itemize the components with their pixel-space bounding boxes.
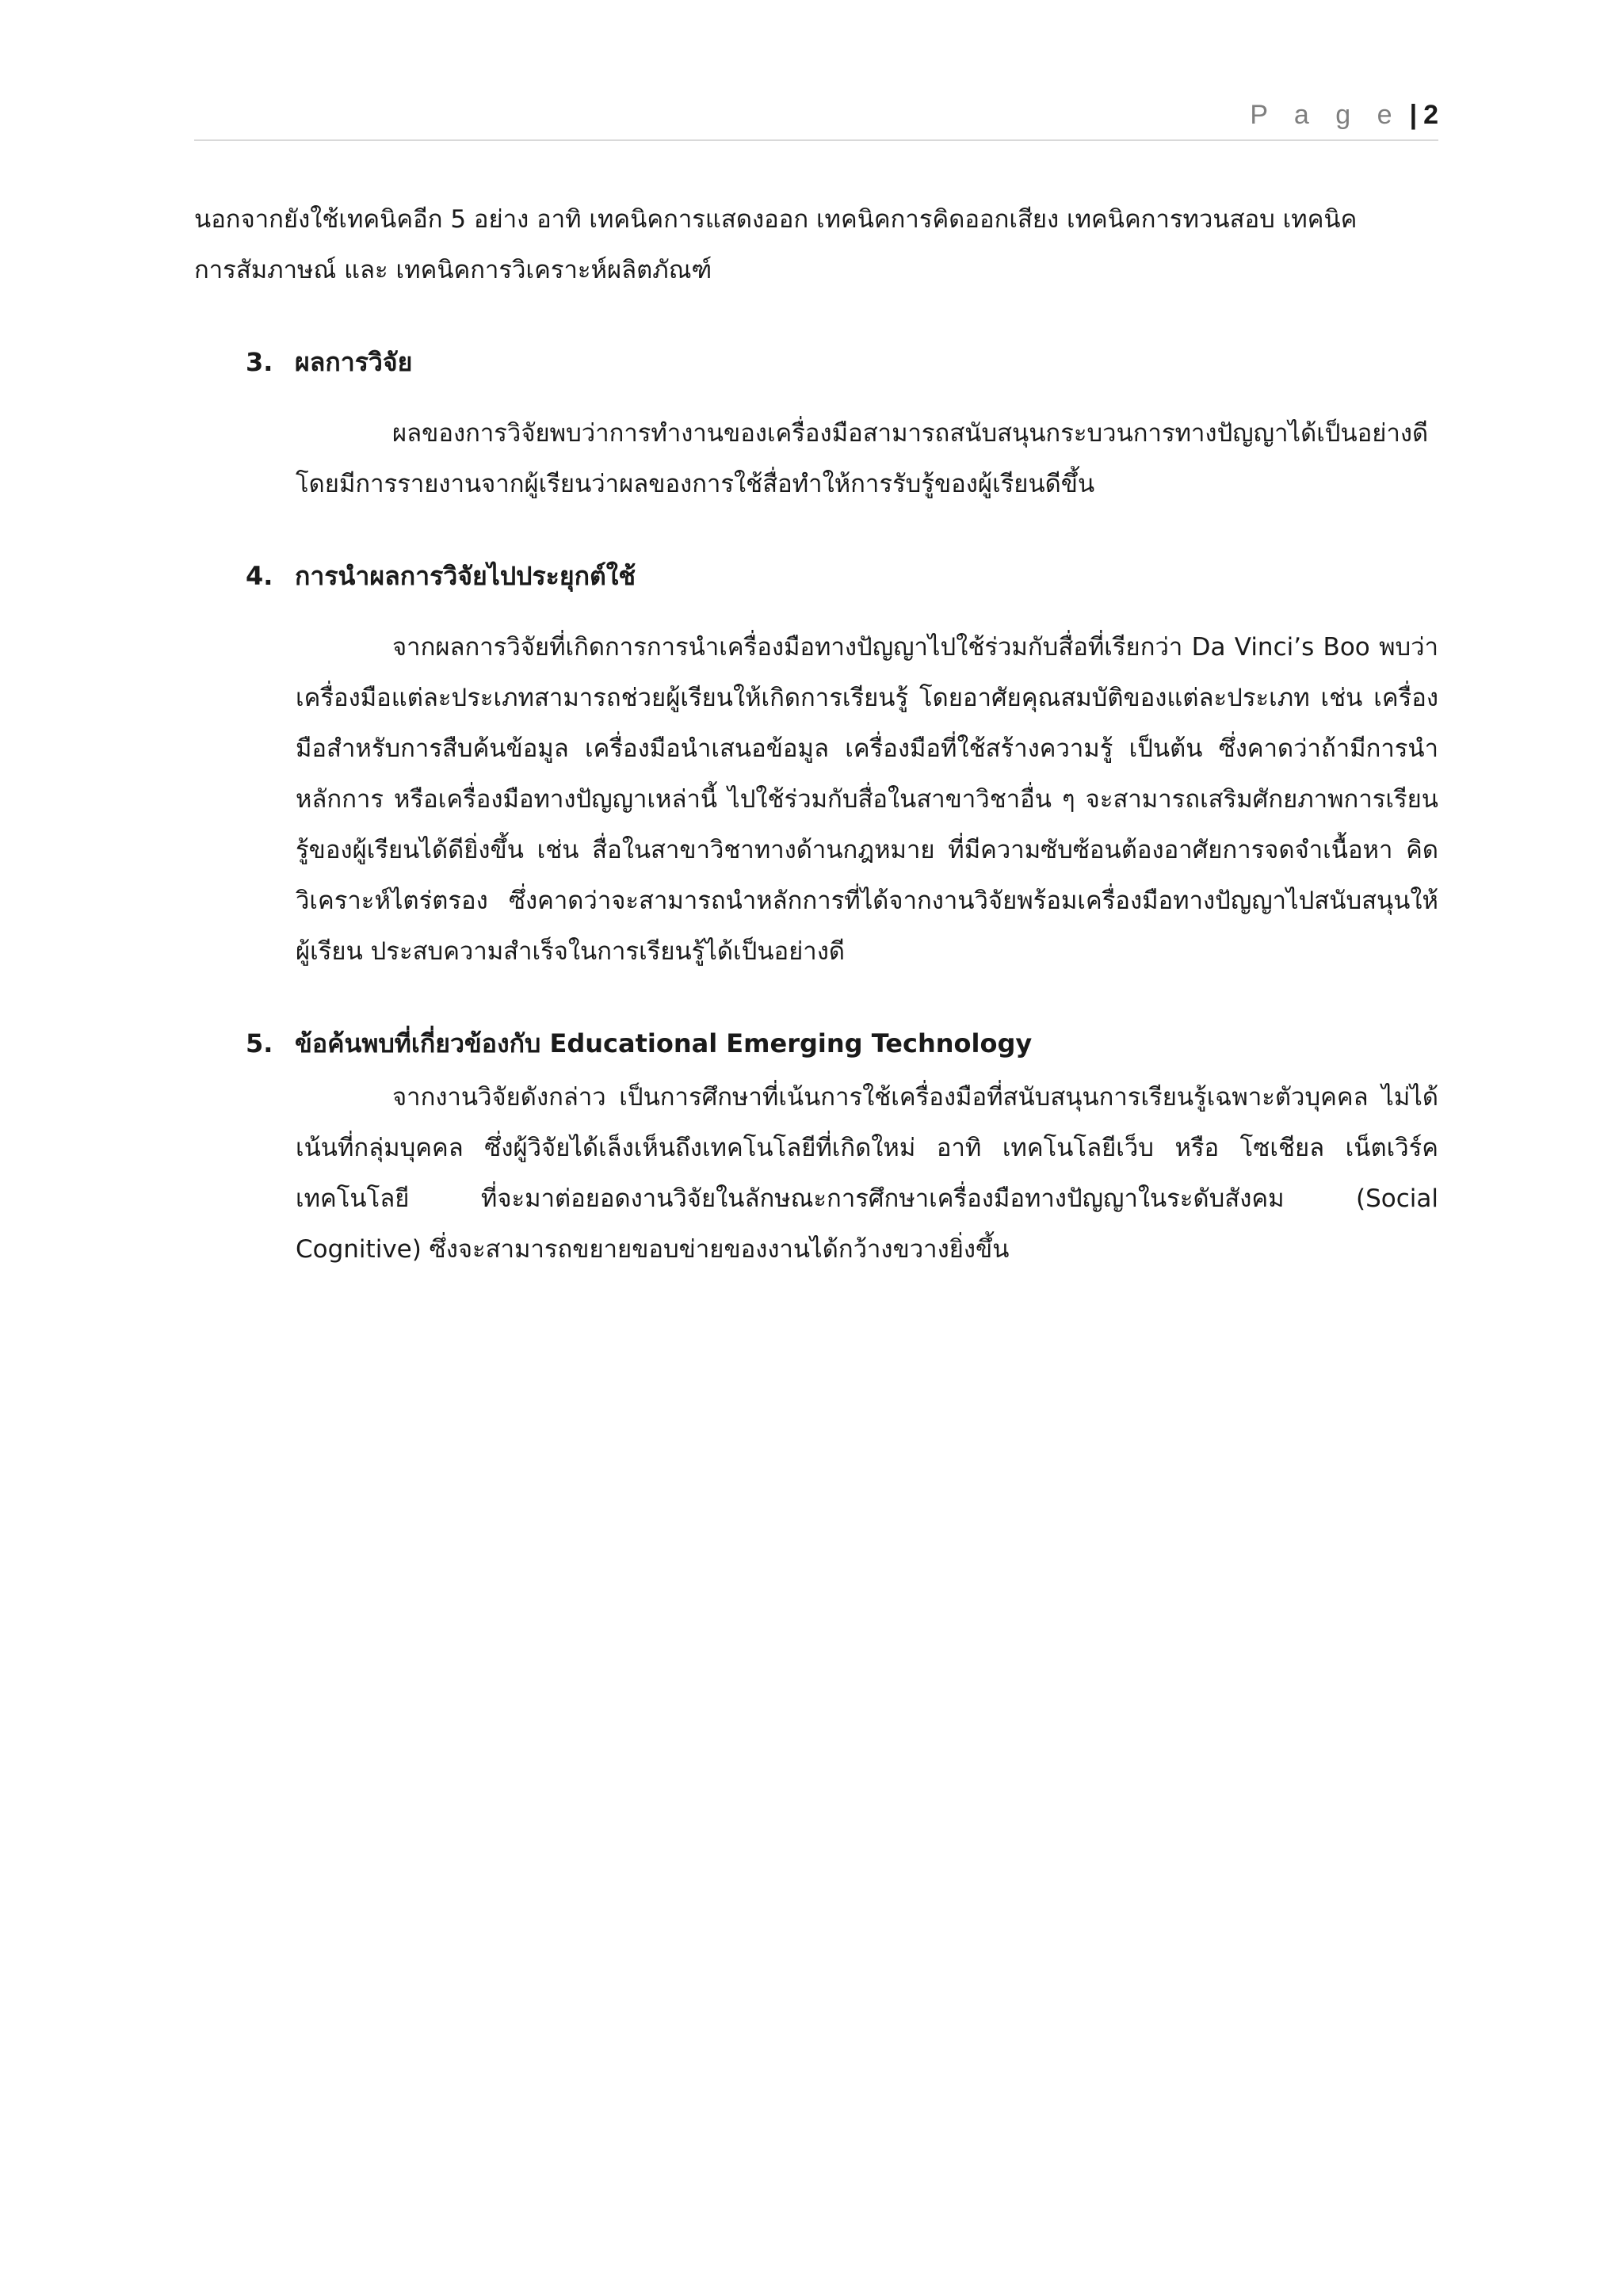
page-separator: | [1409,100,1418,130]
section-heading [246,1018,1438,1069]
page-label: P a g e [1250,100,1402,130]
document-body [194,194,1438,1275]
section-research-results [194,337,1438,509]
section-title: ผลการวิจัย [295,347,413,377]
section-heading [246,551,1438,601]
section-number: 3. [246,347,273,377]
section-heading [246,337,1438,387]
section-findings [194,1018,1438,1275]
page-number-label [1250,100,1438,131]
section-body: จากงานวิจัยดังกล่าว เป็นการศึกษาที่เน้นการใช้เครื่องมือที่สนับสนุนการเรียนรู้เฉพาะตัวบุคคล ไม่ได้เน้นที่กลุ่มบุคคล ซึ่งผู้วิจัยได้เล็งเห็นถึงเทคโนโลยีที่เกิดใหม่ อาทิ เทคโนโลยีเว็บ หรือ โซเชียล เน็ตเวิร์ค เทคโนโลยี ที่จะมาต่อยอดงานวิจัยในลักษณะการศึกษาเครื่องมือทางปัญญาในระดับสังคม (Social Cognitive) ซึ่งจะสามารถขยายขอบข่ายของงานได้กว้างขวางยิ่งขึ้น [296,1083,1438,1264]
section-body: ผลของการวิจัยพบว่าการทำงานของเครื่องมือสามารถสนับสนุนกระบวนการทางปัญญาได้เป็นอย่างดี โดยมีการรายงานจากผู้เรียนว่าผลของการใช้สื่อทำให้การรับรู้ของผู้เรียนดีขึ้น [296,419,1429,498]
section-number: 4. [246,561,273,591]
section-body: จากผลการวิจัยที่เกิดการการนำเครื่องมือทางปัญญาไปใช้ร่วมกับสื่อที่เรียกว่า Da Vinci’s Boo พบว่าเครื่องมือแต่ละประเภทสามารถช่วยผู้เรียนให้เกิดการเรียนรู้ โดยอาศัยคุณสมบัติของแต่ละประเภท เช่น เครื่องมือสำหรับการสืบค้นข้อมูล เครื่องมือนำเสนอข้อมูล เครื่องมือที่ใช้สร้างความรู้ เป็นต้น ซึ่งคาดว่าถ้ามีการนำหลักการ หรือเครื่องมือทางปัญญาเหล่านี้ ไปใช้ร่วมกับสื่อในสาขาวิชาอื่น ๆ จะสามารถเสริมศักยภาพการเรียนรู้ของผู้เรียนได้ดียิ่งขึ้น เช่น สื่อในสาขาวิชาทางด้านกฎหมาย ที่มีความซับซ้อนต้องอาศัยการจดจำเนื้อหา คิดวิเคราะห์ไตร่ตรอง ซึ่งคาดว่าจะสามารถนำหลักการที่ได้จากงานวิจัยพร้อมเครื่องมือทางปัญญาไปสนับสนุนให้ผู้เรียน ประสบความสำเร็จในการเรียนรู้ได้เป็นอย่างดี [296,633,1438,966]
section-title: ข้อค้นพบที่เกี่ยวข้องกับ Educational Emerging Technology [295,1028,1033,1058]
section-application [194,551,1438,977]
intro-paragraph: นอกจากยังใช้เทคนิคอีก 5 อย่าง อาทิ เทคนิคการแสดงออก เทคนิคการคิดออกเสียง เทคนิคการทวนสอบ เทคนิคการสัมภาษณ์ และ เทคนิคการวิเคราะห์ผลิตภัณฑ์ [194,205,1358,284]
section-number: 5. [246,1028,273,1058]
section-title: การนำผลการวิจัยไปประยุกต์ใช้ [295,561,636,591]
page-number: 2 [1423,100,1438,130]
page-header [194,95,1438,141]
